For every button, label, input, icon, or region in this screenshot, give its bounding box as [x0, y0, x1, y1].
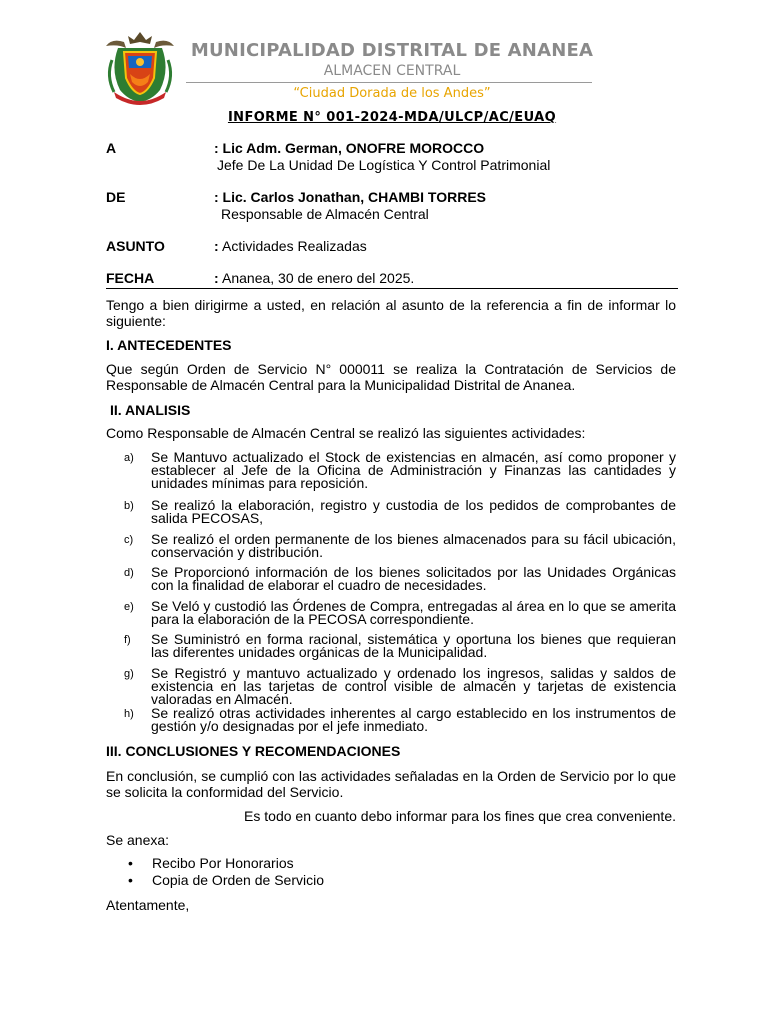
section-antecedentes-heading: I. ANTECEDENTES [106, 337, 232, 353]
activity-marker: f) [124, 634, 131, 646]
analisis-intro: Como Responsable de Almacén Central se realizó las siguientes actividades: [106, 425, 586, 441]
activity-marker: d) [124, 567, 134, 579]
memo-to-label: A [106, 140, 117, 156]
section-analisis-heading: II. ANALISIS [110, 402, 191, 418]
memo-date-colon: : [214, 270, 219, 286]
bullet-icon: • [128, 872, 133, 888]
activity-text: Se realizó la elaboración, registro y custodia de los pedidos de comprobantes de salida PECOSAS, [151, 497, 676, 526]
activity-marker: b) [124, 500, 134, 512]
activity-text: Se Registró y mantuvo actualizado y ordenado los ingresos, salidas y saldos de existencia en las tarjetas de control visible de almacén y tarjetas de existencia valoradas en Almacén. [151, 665, 676, 707]
header-divider [186, 82, 592, 83]
closing-line: Es todo en cuanto debo informar para los fines que crea conveniente. [244, 808, 676, 824]
annex-item-text: Copia de Orden de Servicio [152, 872, 324, 888]
activity-text: Se Veló y custodió las Órdenes de Compra, entregadas al área en lo que se amerita para la elaboración de la PECOSA correspondiente. [151, 598, 676, 627]
activity-text: Se Suministró en forma racional, sistemática y oportuna los bienes que requieran las diferentes unidades orgánicas de la Municipalidad. [151, 631, 676, 660]
activity-marker: a) [124, 452, 134, 464]
memo-from-role: Responsable de Almacén Central [221, 206, 429, 222]
activity-marker: c) [124, 534, 134, 546]
memo-subject-colon: : [214, 238, 219, 254]
memo-date-value: Ananea, 30 de enero del 2025. [222, 270, 415, 286]
memo-from-name: : Lic. Carlos Jonathan, CHAMBI TORRES [214, 189, 486, 205]
memo-subject-label: ASUNTO [106, 238, 165, 254]
activity-marker: g) [124, 668, 134, 680]
activity-text: Se realizó el orden permanente de los bienes almacenados para su fácil ubicación, conservación y distribución. [151, 531, 676, 560]
activity-text: Se Proporcionó información de los bienes solicitados por las Unidades Orgánicas con la finalidad de elaborar el cuadro de necesidades. [151, 564, 676, 593]
municipal-motto: “Ciudad Dorada de los Andes” [293, 86, 491, 101]
signoff: Atentamente, [106, 897, 190, 913]
memo-to-role: Jefe De La Unidad De Logística Y Control Patrimonial [217, 157, 551, 173]
memo-divider [106, 288, 678, 289]
memo-date-label: FECHA [106, 270, 155, 286]
report-title: INFORME N° 001-2024-MDA/ULCP/AC/EUAQ [227, 110, 557, 125]
organization-name: MUNICIPALIDAD DISTRITAL DE ANANEA [190, 40, 594, 61]
annex-item-text: Recibo Por Honorarios [152, 855, 294, 871]
antecedentes-paragraph: Que según Orden de Servicio N° 000011 se realiza la Contratación de Servicios de Responsable de Almacén Central para la Municipalidad Distrital de Ananea. [106, 361, 676, 393]
activity-text: Se Mantuvo actualizado el Stock de existencias en almacén, así como proponer y establecer al Jefe de la Oficina de Administración y Finanzas las cantidades y unidades mínimas para reposición. [151, 449, 676, 491]
bullet-icon: • [128, 855, 133, 871]
organization-subunit: ALMACEN CENTRAL [323, 63, 461, 79]
activity-marker: e) [124, 601, 134, 613]
municipal-coat-of-arms-logo [104, 30, 176, 108]
intro-paragraph: Tengo a bien dirigirme a usted, en relación al asunto de la referencia a fin de informar lo siguiente: [106, 297, 676, 329]
conclusiones-paragraph: En conclusión, se cumplió con las actividades señaladas en la Orden de Servicio por lo que se solicita la conformidad del Servicio. [106, 768, 676, 800]
memo-to-name: : Lic Adm. German, ONOFRE MOROCCO [214, 140, 485, 156]
organization-header [186, 40, 598, 80]
annex-label: Se anexa: [106, 832, 170, 848]
memo-from-label: DE [106, 189, 126, 205]
section-conclusiones-heading: III. CONCLUSIONES Y RECOMENDACIONES [106, 743, 401, 759]
activity-marker: h) [124, 708, 134, 720]
activity-text: Se realizó otras actividades inherentes al cargo establecido en los instrumentos de gestión y/o designadas por el jefe inmediato. [151, 705, 676, 734]
memo-subject-value: Actividades Realizadas [222, 238, 367, 254]
